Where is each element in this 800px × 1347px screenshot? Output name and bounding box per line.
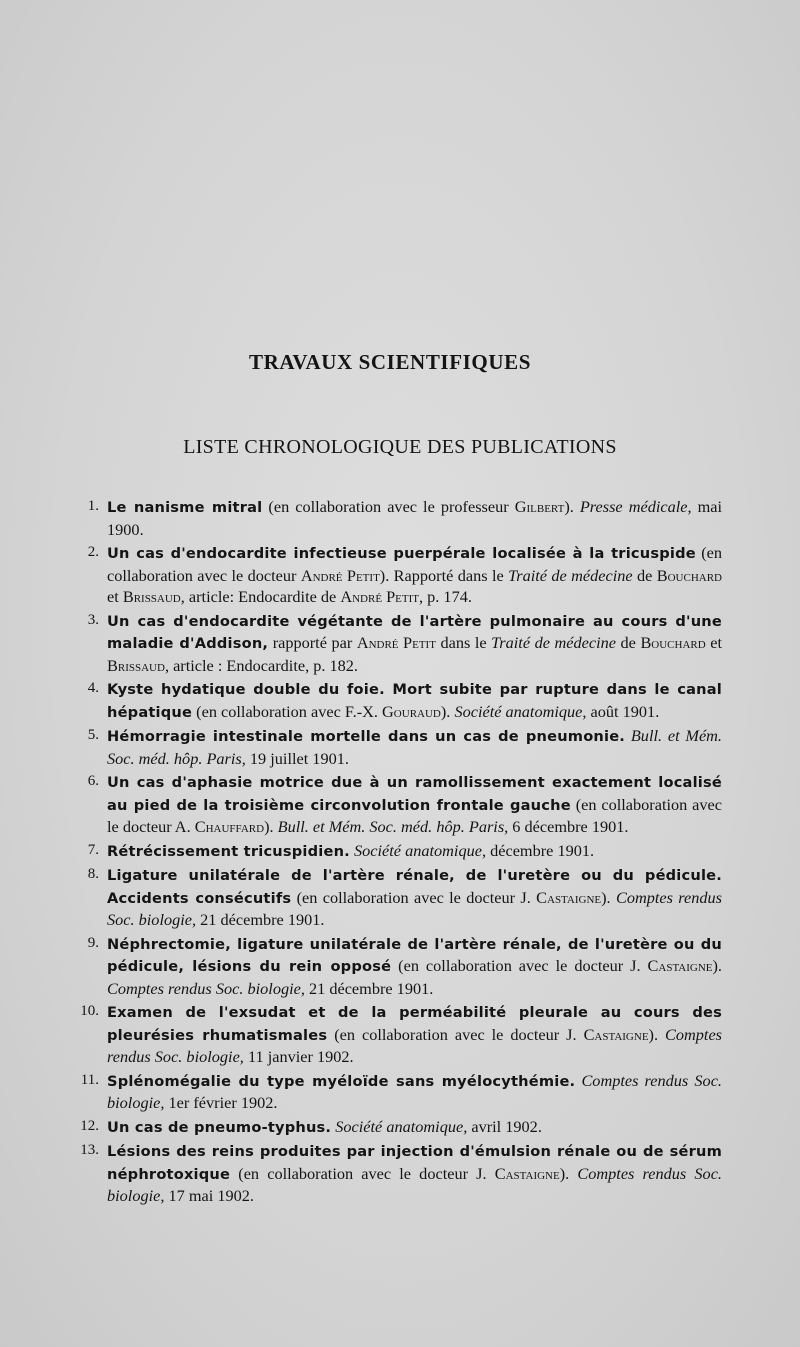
publication-item (74, 678, 722, 723)
page-title: TRAVAUX SCIENTIFIQUES (249, 350, 531, 374)
journal-name: Société anatomique, (354, 840, 487, 860)
publication-number: 11. (80, 1071, 99, 1088)
publication-title: Le nanisme mitral (107, 499, 263, 516)
publication-text: (en collaboration avec le docteur (107, 542, 722, 585)
author-name: Chauffard (194, 817, 265, 837)
author-name: Brissaud (122, 587, 181, 607)
publication-title: Un cas d'endocardite infectieuse puerpérale localisée à la tricuspide (107, 544, 696, 562)
publication-title: Un cas d'endocardite végétante de l'artère pulmonaire au cours d'une maladie d'Addison, (107, 612, 722, 653)
author-name: Bouchard (640, 633, 706, 653)
journal-name: Comptes rendus Soc. biologie, (107, 1163, 722, 1206)
publication-number: 4. (87, 680, 99, 697)
publication-text: ). (601, 887, 616, 907)
journal-name: Comptes rendus Soc. biologie, (107, 887, 723, 930)
publication-item (74, 840, 722, 863)
author-name: Gilbert (514, 497, 565, 516)
author-name: Castaigne (494, 1163, 560, 1183)
journal-name: Traité de médecine (491, 633, 616, 653)
author-name: Castaigne (647, 956, 713, 976)
publication-title: Néphrectomie, ligature unilatérale de l'artère rénale, de l'uretère ou du pédicule, lésions du rein opposé (107, 935, 722, 976)
publication-text: ). (440, 701, 455, 721)
publication-number: 9. (87, 934, 99, 951)
journal-name: Société anatomique, (454, 701, 587, 721)
publication-number: 8. (87, 866, 99, 883)
publication-item (74, 1140, 722, 1207)
publication-text: ). (264, 817, 278, 837)
journal-name: Presse médicale, (579, 497, 692, 516)
publication-text: (en collaboration avec le docteur J. (291, 887, 537, 907)
publication-number: 6. (87, 773, 99, 790)
author-name: Gouraud (382, 701, 441, 721)
publication-date: mai 1900. (107, 497, 723, 539)
author-name: Castaigne (583, 1024, 649, 1044)
publication-item (74, 496, 722, 540)
publication-item (74, 933, 722, 1000)
publication-text: (en collaboration avec le docteur A. (107, 794, 722, 837)
publication-text: ). (564, 497, 580, 516)
publication-text: (en collaboration avec le docteur J. (230, 1163, 495, 1183)
publication-date: décembre 1901. (486, 840, 595, 860)
author-name: André Petit (300, 565, 380, 585)
publication-text: , p. 174. (419, 587, 472, 607)
publication-date: 1er février 1902. (164, 1093, 278, 1113)
publication-number: 12. (80, 1117, 99, 1134)
publication-item (74, 864, 722, 931)
publication-title: Lésions des reins produites par injection d'émulsion rénale ou de sérum néphrotoxique (107, 1143, 722, 1183)
publication-title: Examen de l'exsudat et de la perméabilité pleurale au cours des pleurésies rhumatismales (107, 1004, 722, 1044)
publication-item (74, 1116, 722, 1139)
publication-number: 10. (80, 1003, 99, 1020)
publication-text: (en collaboration avec F.-X. (192, 701, 383, 721)
journal-name: Bull. et Mém. Soc. méd. hôp. Paris, (107, 726, 723, 768)
publication-number: 1. (87, 498, 99, 514)
publication-date: 21 décembre 1901. (196, 910, 325, 930)
journal-name: Traité de médecine (508, 565, 633, 585)
publication-item (74, 610, 722, 677)
publication-date: 11 janvier 1902. (243, 1047, 354, 1067)
publication-item (74, 771, 722, 838)
publication-text: rapporté par (268, 633, 357, 653)
publication-date: avril 1902. (467, 1116, 542, 1136)
publication-number: 7. (87, 841, 99, 858)
publication-date: août 1901. (586, 701, 660, 721)
publication-text: dans le (435, 633, 492, 653)
journal-name: Société anatomique, (335, 1116, 468, 1136)
publication-title: Un cas d'aphasie motrice due à un ramollissement exactement localisé au pied de la troisième circonvolution frontale gauche (107, 774, 722, 814)
publication-text: et (705, 633, 722, 653)
publication-text: (en collaboration avec le docteur J. (391, 956, 648, 976)
publication-text: et (107, 587, 123, 607)
author-name: Castaigne (536, 887, 602, 907)
publication-number: 5. (87, 727, 99, 744)
publication-date: 17 mai 1902. (164, 1186, 254, 1206)
author-name: André Petit (356, 633, 436, 653)
author-name: André Petit (340, 587, 419, 607)
journal-name: Bull. et Mém. Soc. méd. hôp. Paris, (277, 817, 509, 837)
publication-date: 21 décembre 1901. (304, 978, 434, 998)
publication-date: 6 décembre 1901. (508, 817, 629, 837)
publication-title: Ligature unilatérale de l'artère rénale, de l'uretère ou du pédicule. Accidents consécutifs (107, 867, 722, 907)
journal-name: Comptes rendus Soc. biologie, (107, 1070, 722, 1113)
publication-date: 19 juillet 1901. (245, 748, 349, 768)
publication-title: Kyste hydatique double du foie. Mort subite par rupture dans le canal hépatique (107, 681, 722, 721)
publication-text: de (615, 633, 641, 653)
publication-list (74, 496, 722, 1209)
publication-text: , article : Endocardite, p. 182. (164, 655, 358, 675)
publication-title: Rétrécissement tricuspidien. (107, 842, 350, 860)
publication-item (74, 725, 722, 769)
publication-text: ). Rapporté dans le (379, 565, 509, 585)
author-name: Brissaud (107, 655, 165, 675)
journal-name: Comptes rendus Soc. biologie, (107, 1024, 722, 1067)
publication-title: Un cas de pneumo-typhus. (107, 1118, 332, 1136)
publication-item (74, 542, 722, 608)
section-subtitle: LISTE CHRONOLOGIQUE DES PUBLICATIONS (183, 436, 617, 458)
publication-text: ). (648, 1024, 666, 1044)
publication-text: (en collaboration avec le docteur J. (327, 1024, 584, 1044)
publication-text: , article: Endocardite de (180, 587, 341, 607)
publication-number: 3. (87, 611, 99, 628)
publication-text: ). (712, 956, 723, 976)
publication-title: Hémorragie intestinale mortelle dans un cas de pneumonie. (107, 728, 626, 746)
publication-text: ). (559, 1163, 578, 1183)
publication-number: 2. (87, 543, 99, 560)
publication-title: Splénomégalie du type myéloïde sans myélocythémie. (107, 1072, 576, 1090)
publication-text: (en collaboration avec le professeur (262, 497, 515, 516)
publication-item (74, 1070, 722, 1114)
publication-number: 13. (80, 1142, 99, 1159)
author-name: Bouchard (656, 565, 723, 585)
journal-name: Comptes rendus Soc. biologie, (107, 978, 305, 998)
publication-text: de (632, 565, 657, 585)
publication-item (74, 1001, 722, 1068)
